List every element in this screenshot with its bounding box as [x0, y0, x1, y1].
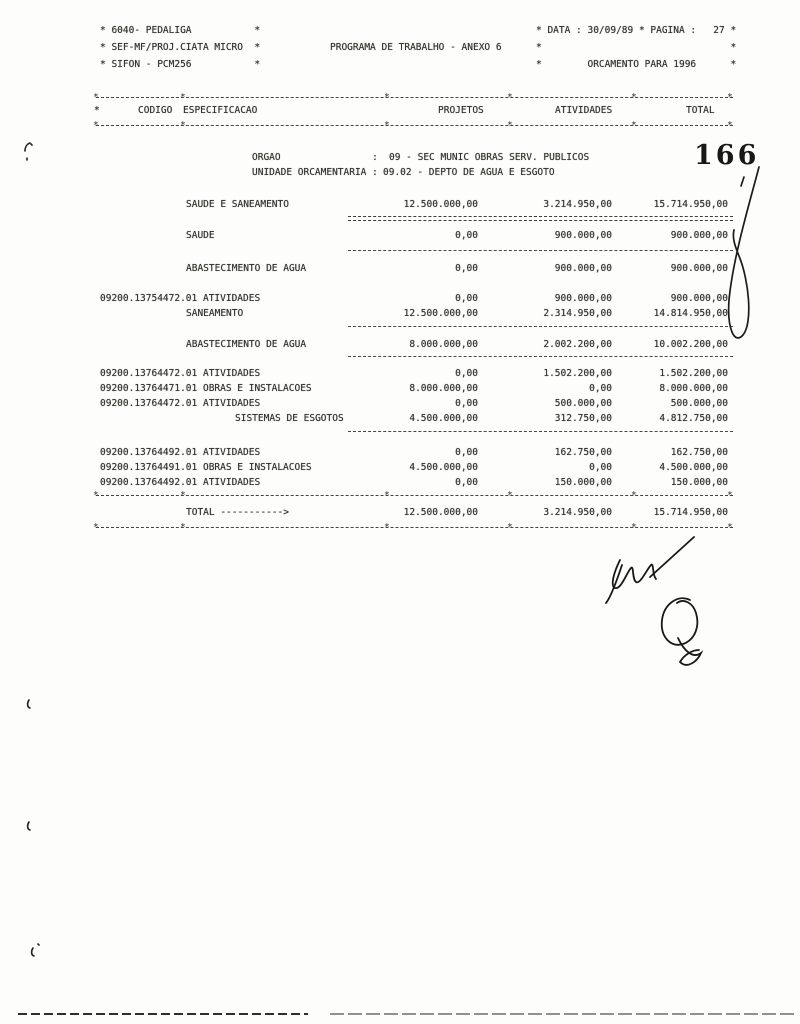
- border-star: *: [631, 522, 637, 533]
- scan-edge-line-right: [330, 1013, 794, 1015]
- total-projetos-value: 12.500.000,00: [403, 507, 478, 518]
- table-row: [0, 292, 800, 305]
- row-code-label: [100, 446, 260, 459]
- border-star: *: [93, 490, 99, 501]
- atividades-value: 900.000,00: [554, 293, 612, 304]
- report-system-line-3: * SIFON - PCM256 *: [100, 59, 261, 70]
- projetos-value: 0,00: [455, 293, 478, 304]
- table-row: [0, 198, 800, 211]
- table-row: [0, 338, 800, 351]
- total-row: [0, 506, 800, 519]
- border-star: *: [384, 120, 390, 131]
- total-border-top: [93, 490, 733, 501]
- projetos-value: 12.500.000,00: [403, 308, 478, 319]
- border-star: *: [507, 490, 513, 501]
- atividades-value: 500.000,00: [554, 398, 612, 409]
- atividades-value: 0,00: [589, 383, 612, 394]
- table-row: [0, 367, 800, 380]
- report-system-line-1: * 6040- PEDALIGA *: [100, 25, 261, 36]
- table-row: [0, 461, 800, 474]
- atividades-value: 900.000,00: [554, 230, 612, 241]
- budget-code: 09200.13764492.01: [100, 477, 198, 488]
- column-header-row: [0, 104, 800, 117]
- total-total-value: 15.714.950,00: [653, 507, 728, 518]
- budget-code: 09200.13764471.01: [100, 383, 198, 394]
- total-value: 900.000,00: [670, 230, 728, 241]
- budget-code: 09200.13764472.01: [100, 368, 198, 379]
- total-value: 14.814.950,00: [653, 308, 728, 319]
- budget-code: 09200.13754472.01: [100, 293, 198, 304]
- border-star: *: [180, 522, 186, 533]
- table-row: [0, 229, 800, 242]
- border-star: *: [180, 490, 186, 501]
- table-row: [0, 476, 800, 489]
- row-label: ATIVIDADES: [202, 368, 261, 379]
- border-star: *: [631, 490, 637, 501]
- projetos-value: 4.500.000,00: [409, 413, 478, 424]
- dashed-separator: [348, 250, 733, 251]
- row-label: ATIVIDADES: [202, 477, 261, 488]
- table-row: [0, 446, 800, 459]
- table-row: [0, 307, 800, 320]
- border-star: *: [507, 522, 513, 533]
- date-page-line: * DATA : 30/09/89 * PAGINA : 27 *: [536, 25, 737, 36]
- scan-edge-line-left: [18, 1013, 308, 1015]
- border-star: *: [180, 120, 186, 131]
- row-label: OBRAS E INSTALACOES: [202, 462, 312, 473]
- border-star: *: [384, 522, 390, 533]
- row-label: ATIVIDADES: [202, 447, 261, 458]
- report-system-line-2: * SEF-MF/PROJ.CIATA MICRO *: [100, 42, 261, 53]
- border-star: *: [727, 522, 733, 533]
- border-star: *: [507, 120, 513, 131]
- signature-scribble: [606, 537, 694, 603]
- projetos-value: 4.500.000,00: [409, 462, 478, 473]
- projetos-value: 8.000.000,00: [409, 339, 478, 350]
- header-box-line: * *: [536, 42, 737, 53]
- table-row: [0, 397, 800, 410]
- total-value: 150.000,00: [670, 477, 728, 488]
- border-star: *: [507, 92, 513, 103]
- projetos-value: 0,00: [455, 477, 478, 488]
- row-code-label: [100, 397, 260, 410]
- total-value: 1.502.200,00: [659, 368, 728, 379]
- page-number-stamp: 166: [694, 140, 760, 171]
- border-star: *: [180, 92, 186, 103]
- row-label: ABASTECIMENTO DE AGUA: [186, 263, 307, 274]
- dashed-separator: [348, 356, 733, 357]
- initial-scribble: [662, 598, 701, 665]
- unidade-orcamentaria-line: [0, 166, 800, 179]
- col-header-projetos: PROJETOS: [438, 105, 484, 116]
- table-row: [0, 382, 800, 395]
- total-value: 900.000,00: [670, 263, 728, 274]
- projetos-value: 8.000.000,00: [409, 383, 478, 394]
- total-value: 15.714.950,00: [653, 199, 728, 210]
- total-border-bottom: [93, 522, 733, 533]
- atividades-value: 0,00: [589, 462, 612, 473]
- border-star: *: [94, 105, 100, 116]
- budget-code: 09200.13764491.01: [100, 462, 198, 473]
- dashed-separator: [348, 326, 733, 327]
- row-label: ATIVIDADES: [202, 398, 261, 409]
- total-atividades-value: 3.214.950,00: [543, 507, 612, 518]
- border-star: *: [727, 92, 733, 103]
- border-star: *: [93, 92, 99, 103]
- total-value: 162.750,00: [670, 447, 728, 458]
- atividades-value: 150.000,00: [554, 477, 612, 488]
- total-value: 4.500.000,00: [659, 462, 728, 473]
- table-border-header-bottom: [93, 120, 733, 131]
- table-row: [0, 412, 800, 425]
- row-label: ABASTECIMENTO DE AGUA: [186, 339, 307, 350]
- budget-code: 09200.13764472.01: [100, 398, 198, 409]
- row-code-label: [100, 367, 260, 380]
- border-star: *: [631, 92, 637, 103]
- report-title: PROGRAMA DE TRABALHO - ANEXO 6: [330, 42, 502, 53]
- total-value: 10.002.200,00: [653, 339, 728, 350]
- col-header-total: TOTAL: [686, 105, 715, 116]
- atividades-value: 900.000,00: [554, 263, 612, 274]
- border-star: *: [93, 522, 99, 533]
- orgao-line: [0, 151, 800, 164]
- row-label: SAUDE: [186, 230, 215, 241]
- total-value: 4.812.750,00: [659, 413, 728, 424]
- row-label: OBRAS E INSTALACOES: [202, 383, 312, 394]
- row-label: SISTEMAS DE ESGOTOS: [235, 413, 344, 424]
- orgao-label: ORGAO :: [252, 152, 378, 163]
- projetos-value: 0,00: [455, 447, 478, 458]
- projetos-value: 12.500.000,00: [403, 199, 478, 210]
- atividades-value: 312.750,00: [554, 413, 612, 424]
- atividades-value: 1.502.200,00: [543, 368, 612, 379]
- atividades-value: 3.214.950,00: [543, 199, 612, 210]
- projetos-value: 0,00: [455, 263, 478, 274]
- row-label: SANEAMENTO: [186, 308, 244, 319]
- unidade-label: UNIDADE ORCAMENTARIA :: [252, 167, 378, 178]
- total-label: TOTAL ----------->: [186, 507, 289, 518]
- atividades-value: 162.750,00: [554, 447, 612, 458]
- row-code-label: [100, 476, 260, 489]
- row-code-label: [100, 382, 312, 395]
- double-separator: [348, 216, 733, 221]
- total-value: 8.000.000,00: [659, 383, 728, 394]
- border-star: *: [384, 490, 390, 501]
- projetos-value: 0,00: [455, 368, 478, 379]
- border-star: *: [631, 120, 637, 131]
- total-value: 500.000,00: [670, 398, 728, 409]
- row-code-label: [100, 461, 312, 474]
- row-label: SAUDE E SANEAMENTO: [186, 199, 289, 210]
- orgao-value: 09 - SEC MUNIC OBRAS SERV. PUBLICOS: [389, 152, 590, 163]
- col-header-codigo: CODIGO: [138, 105, 173, 116]
- border-star: *: [93, 120, 99, 131]
- row-label: ATIVIDADES: [202, 293, 261, 304]
- atividades-value: 2.314.950,00: [543, 308, 612, 319]
- atividades-value: 2.002.200,00: [543, 339, 612, 350]
- col-header-especificacao: ESPECIFICACAO: [183, 105, 258, 116]
- border-star: *: [727, 490, 733, 501]
- table-border-top: [93, 92, 733, 103]
- projetos-value: 0,00: [455, 398, 478, 409]
- row-code-label: [100, 292, 260, 305]
- total-value: 900.000,00: [670, 293, 728, 304]
- border-star: *: [384, 92, 390, 103]
- table-row: [0, 262, 800, 275]
- border-star: *: [727, 120, 733, 131]
- col-header-atividades: ATIVIDADES: [555, 105, 613, 116]
- budget-code: 09200.13764492.01: [100, 447, 198, 458]
- budget-year-line: * ORCAMENTO PARA 1996 *: [536, 59, 737, 70]
- projetos-value: 0,00: [455, 230, 478, 241]
- dashed-separator: [348, 431, 733, 432]
- unidade-value: 09.02 - DEPTO DE AGUA E ESGOTO: [383, 167, 555, 178]
